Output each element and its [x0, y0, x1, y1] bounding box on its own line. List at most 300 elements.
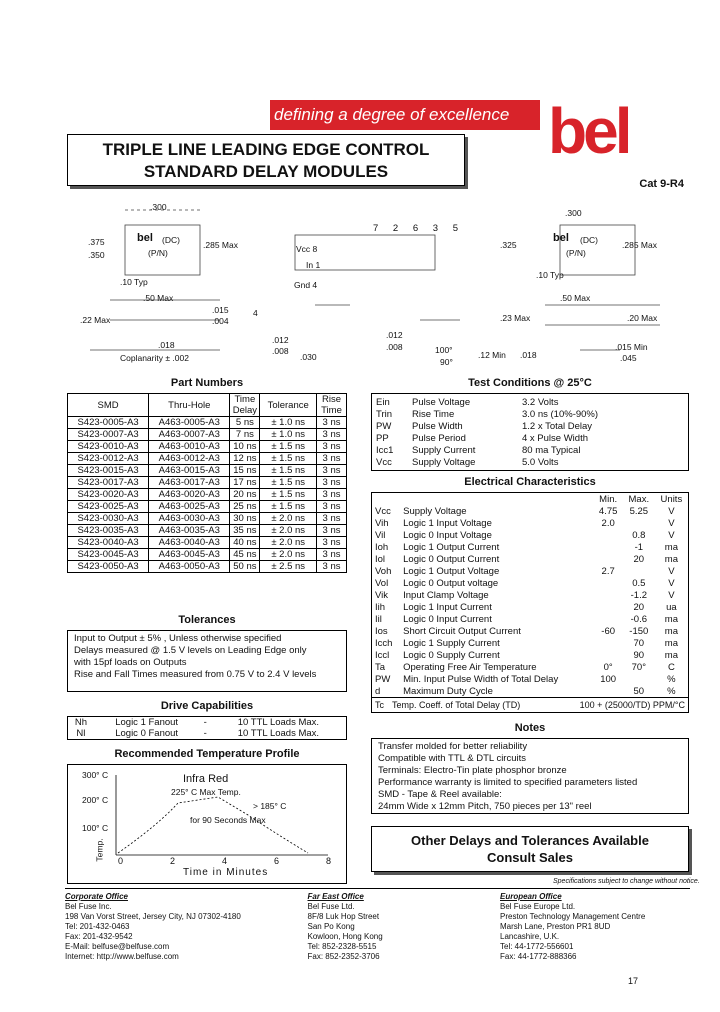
- dim-right-045: .045: [620, 353, 637, 363]
- note-line: Transfer molded for better reliability: [378, 741, 528, 752]
- ec-cell: [593, 553, 622, 565]
- dim-left-004: .004: [212, 316, 229, 326]
- pn-cell: 3 ns: [317, 441, 347, 453]
- temp-200: 200° C: [82, 795, 109, 805]
- far-east-office: [308, 892, 488, 962]
- pn-cell: ± 1.0 ns: [260, 429, 317, 441]
- table-row: [68, 429, 347, 441]
- ec-cell: Iih: [375, 601, 386, 613]
- tc-value: 100 + (25000/TD) PPM/°C: [579, 700, 685, 710]
- dim-right-300: .300: [565, 208, 582, 218]
- ec-cell: 0.5: [632, 577, 646, 589]
- drive-cell: Logic 0 Fanout: [115, 728, 179, 739]
- pn-cell: A463-0020-A3: [149, 489, 230, 501]
- dim-right-23: .23 Max: [500, 313, 531, 323]
- tc-cell: Pulse Period: [412, 432, 466, 444]
- promo-line-1: Other Delays and Tolerances Available: [411, 833, 649, 848]
- ec-cell: Logic 0 Output Current: [403, 553, 500, 565]
- ec-cell: Logic 1 Output Voltage: [403, 565, 500, 577]
- pn-cell: S423-0020-A3: [68, 489, 149, 501]
- table-row: [372, 577, 688, 589]
- table-row: [372, 517, 688, 529]
- table-row: [372, 565, 688, 577]
- temp-coeff-row: [372, 697, 688, 712]
- office-line: E-Mail: belfuse@belfuse.com: [65, 942, 170, 951]
- ec-cell: [593, 613, 622, 625]
- tagline: defining a degree of excellence: [274, 105, 510, 124]
- ec-cell: Vcc: [375, 505, 391, 517]
- ec-cell: [593, 685, 622, 697]
- ec-cell: Voh: [375, 565, 392, 577]
- dim-right-50: .50 Max: [560, 293, 591, 303]
- ec-cell: Iccl: [375, 649, 390, 661]
- pn-cell: 3 ns: [317, 513, 347, 525]
- pn-cell: ± 1.0 ns: [260, 417, 317, 429]
- temp-100: 100° C: [82, 823, 109, 833]
- pin-in: In 1: [306, 260, 321, 270]
- office-line: Fax: 201-432-9542: [65, 932, 133, 941]
- ec-cell: ma: [664, 553, 678, 565]
- left-dc: (DC): [162, 235, 180, 245]
- pn-cell: ± 2.0 ns: [260, 525, 317, 537]
- electrical-title: Electrical Characteristics: [464, 476, 596, 488]
- note-line: SMD - Tape & Reel available:: [378, 789, 502, 800]
- drive-table: [67, 716, 347, 740]
- drive-title: Drive Capabilities: [160, 700, 254, 712]
- tc-cell: 3.0 ns (10%-90%): [522, 408, 599, 420]
- pn-cell: ± 2.0 ns: [260, 549, 317, 561]
- pn-cell: 3 ns: [317, 489, 347, 501]
- tc-cell: Supply Current: [412, 444, 476, 456]
- ec-cell: Iil: [375, 613, 382, 625]
- table-row: [372, 408, 668, 420]
- right-dc: (DC): [580, 235, 598, 245]
- pn-header-cell: SMD: [68, 394, 149, 417]
- tc-cell: 1.2 x Total Delay: [522, 420, 593, 432]
- ec-cell: Icch: [375, 637, 393, 649]
- pn-cell: A463-0015-A3: [149, 465, 230, 477]
- dim-right-12: .12 Min: [478, 350, 506, 360]
- ec-cell: ma: [664, 625, 678, 637]
- pn-cell: A463-0017-A3: [149, 477, 230, 489]
- table-row: [68, 501, 347, 513]
- tc-cell: Supply Voltage: [412, 456, 476, 468]
- tc-cell: 3.2 Volts: [522, 396, 559, 408]
- office-line: Kowloon, Hong Kong: [307, 932, 383, 941]
- table-row: [372, 420, 668, 432]
- x-tick-label: 0: [118, 856, 124, 866]
- electrical-box: [371, 492, 689, 713]
- note-line: Terminals: Electro-Tin plate phosphor bronze: [378, 765, 567, 776]
- office-heading: European Office: [500, 892, 562, 901]
- table-row: [372, 613, 688, 625]
- ec-cell: 0.8: [632, 529, 646, 541]
- office-line: 8F/8 Luk Hop Street: [307, 912, 380, 921]
- pin-gnd: Gnd 4: [294, 280, 318, 290]
- drive-cell: -: [203, 728, 207, 739]
- pn-cell: S423-0050-A3: [68, 561, 149, 573]
- tc-cell: Pulse Voltage: [412, 396, 471, 408]
- pn-cell: A463-0012-A3: [149, 453, 230, 465]
- tc-cell: 5.0 Volts: [522, 456, 559, 468]
- pin-vcc: Vcc 8: [296, 244, 318, 254]
- x-tick-label: 4: [222, 856, 228, 866]
- x-tick-label: 6: [274, 856, 280, 866]
- bel-logo: bel: [548, 95, 629, 167]
- ec-cell: 20: [633, 601, 645, 613]
- ec-cell: 0°: [603, 661, 613, 673]
- tolerances-box: [67, 630, 347, 692]
- dim-right-10typ: .10 Typ: [536, 270, 564, 280]
- catalog-number: Cat 9-R4: [639, 178, 684, 190]
- dim-pin-012: .012: [272, 335, 289, 345]
- ec-cell: -1.2: [630, 589, 647, 601]
- dim-pin-012b: .012: [386, 330, 403, 340]
- ec-cell: Vil: [375, 529, 386, 541]
- ec-cell: [593, 601, 622, 613]
- dimension-drawings: [60, 195, 700, 370]
- ec-cell: -150: [629, 625, 649, 637]
- x-tick-label: 8: [326, 856, 332, 866]
- table-row: [68, 537, 347, 549]
- ec-cell: -60: [601, 625, 616, 637]
- office-line: Tel: 201-432-0463: [65, 922, 130, 931]
- table-row: [372, 396, 668, 408]
- table-row: [372, 529, 688, 541]
- ec-cell: 90: [633, 649, 645, 661]
- pn-cell: S423-0007-A3: [68, 429, 149, 441]
- dim-left-350: .350: [88, 250, 105, 260]
- table-row: [372, 432, 668, 444]
- table-row: [372, 625, 688, 637]
- ec-cell: [593, 529, 622, 541]
- ec-cell: 70: [633, 637, 645, 649]
- left-pn: (P/N): [148, 248, 168, 258]
- pn-cell: S423-0017-A3: [68, 477, 149, 489]
- pn-cell: ± 2.5 ns: [260, 561, 317, 573]
- pn-cell: 25 ns: [230, 501, 260, 513]
- ec-cell: Logic 0 Input Voltage: [403, 529, 492, 541]
- office-heading: Corporate Office: [65, 892, 128, 901]
- ec-cell: Vol: [375, 577, 389, 589]
- x-tick-label: 2: [170, 856, 176, 866]
- disclaimer: Specifications subject to change without notice.: [553, 878, 700, 885]
- temp-profile-title: Recommended Temperature Profile: [114, 748, 300, 760]
- pn-cell: 3 ns: [317, 429, 347, 441]
- table-row: [68, 441, 347, 453]
- dim-left-300: .300: [150, 202, 167, 212]
- title-line-2: STANDARD DELAY MODULES: [143, 162, 389, 181]
- x-axis-label: Time in Minutes: [183, 867, 269, 878]
- ec-cell: V: [668, 589, 675, 601]
- ec-cell: Vik: [375, 589, 389, 601]
- ec-cell: Logic 1 Output Current: [403, 541, 500, 553]
- ec-cell: [593, 541, 622, 553]
- pn-cell: S423-0030-A3: [68, 513, 149, 525]
- ec-cell: 70°: [631, 661, 646, 673]
- pn-cell: ± 2.0 ns: [260, 537, 317, 549]
- other-delays-box: [371, 826, 689, 872]
- pn-cell: 20 ns: [230, 489, 260, 501]
- pn-cell: A463-0040-A3: [149, 537, 230, 549]
- left-brand: bel: [137, 232, 153, 244]
- temp-profile-box: [67, 764, 347, 884]
- ec-cell: 4.75: [598, 505, 618, 517]
- pn-cell: 35 ns: [230, 525, 260, 537]
- office-line: Internet: http://www.belfuse.com: [65, 952, 179, 961]
- right-brand: bel: [553, 232, 569, 244]
- ec-cell: V: [668, 577, 675, 589]
- pn-cell: A463-0030-A3: [149, 513, 230, 525]
- ec-cell: Vih: [375, 517, 389, 529]
- corporate-office: [65, 892, 295, 962]
- pn-cell: A463-0045-A3: [149, 549, 230, 561]
- promo-line-2: Consult Sales: [487, 850, 573, 865]
- tc-description: Temp. Coeff. of Total Delay (TD): [392, 700, 521, 710]
- table-row: [372, 541, 688, 553]
- table-row: [68, 453, 347, 465]
- office-line: Fax: 44-1772-888366: [500, 952, 577, 961]
- table-row: [372, 601, 688, 613]
- ec-cell: Operating Free Air Temperature: [403, 661, 537, 673]
- ec-cell: -1: [634, 541, 644, 553]
- tolerance-line: Input to Output ± 5% , Unless otherwise specified: [74, 633, 282, 644]
- dim-left-22: .22 Max: [80, 315, 111, 325]
- pin-numbers: 7 2 6 3 5: [373, 223, 464, 234]
- office-line: Marsh Lane, Preston PR1 8UD: [500, 922, 611, 931]
- test-conditions-table: [372, 396, 668, 468]
- tc-cell: 80 ma Typical: [522, 444, 581, 456]
- ec-cell: -0.6: [630, 613, 647, 625]
- ec-cell: 20: [633, 553, 645, 565]
- part-numbers-table: [67, 393, 347, 573]
- drive-cell: Nl: [76, 728, 86, 739]
- col-units: Units: [660, 493, 683, 505]
- pn-cell: ± 1.5 ns: [260, 501, 317, 513]
- over-185: > 185° C: [253, 801, 287, 811]
- dim-left-018: .018: [158, 340, 175, 350]
- table-row: [372, 444, 668, 456]
- duration: for 90 Seconds Max: [190, 815, 266, 825]
- note-line: Performance warranty is limited to specified parameters listed: [378, 777, 638, 788]
- office-line: Lancashire, U.K.: [500, 932, 560, 941]
- ec-cell: Input Clamp Voltage: [403, 589, 489, 601]
- ec-cell: C: [667, 661, 675, 673]
- temp-axis-label: Temp.: [94, 838, 105, 862]
- dim-pin-4: 4: [253, 308, 258, 318]
- pn-cell: 50 ns: [230, 561, 260, 573]
- pn-cell: A463-0007-A3: [149, 429, 230, 441]
- table-row: [68, 417, 347, 429]
- office-line: Tel: 852-2328-5515: [307, 942, 377, 951]
- pn-cell: S423-0012-A3: [68, 453, 149, 465]
- coplanarity: Coplanarity ± .002: [120, 353, 189, 363]
- pn-cell: ± 1.5 ns: [260, 465, 317, 477]
- ec-cell: 50: [633, 685, 645, 697]
- table-row: [372, 649, 688, 661]
- pn-cell: 3 ns: [317, 501, 347, 513]
- temp-300: 300° C: [82, 770, 109, 780]
- infra-red: Infra Red: [183, 773, 229, 785]
- ec-cell: [593, 589, 622, 601]
- test-conditions-title: Test Conditions @ 25°C: [468, 377, 592, 389]
- table-row: [68, 549, 347, 561]
- dim-left-375: .375: [88, 237, 105, 247]
- table-row: [372, 553, 688, 565]
- ec-cell: Short Circuit Output Current: [403, 625, 521, 637]
- ec-cell: Maximum Duty Cycle: [403, 685, 493, 697]
- ec-cell: PW: [375, 673, 391, 685]
- col-min: Min.: [599, 493, 618, 505]
- ec-cell: [593, 637, 622, 649]
- ec-cell: Ioh: [375, 541, 389, 553]
- dim-pin-030: .030: [300, 352, 317, 362]
- table-row: [372, 505, 688, 517]
- pn-cell: 3 ns: [317, 549, 347, 561]
- table-row: [68, 489, 347, 501]
- pn-cell: ± 1.5 ns: [260, 489, 317, 501]
- dim-right-018: .018: [520, 350, 537, 360]
- table-row: [372, 685, 688, 697]
- table-row: [372, 589, 688, 601]
- pn-cell: ± 1.5 ns: [260, 441, 317, 453]
- table-row: [68, 465, 347, 477]
- ec-cell: %: [667, 685, 676, 697]
- ec-cell: ma: [664, 613, 678, 625]
- pn-cell: 3 ns: [317, 537, 347, 549]
- ec-cell: 2.0: [601, 517, 615, 529]
- ec-cell: Logic 1 Input Voltage: [403, 517, 492, 529]
- pn-cell: 30 ns: [230, 513, 260, 525]
- dim-left-50: .50 Max: [143, 293, 174, 303]
- ec-cell: Iol: [375, 553, 386, 565]
- pn-cell: 3 ns: [317, 525, 347, 537]
- dim-pin-008: .008: [272, 346, 289, 356]
- pn-cell: A463-0050-A3: [149, 561, 230, 573]
- office-line: Bel Fuse Ltd.: [307, 902, 355, 911]
- tc-cell: PP: [376, 432, 389, 444]
- pn-cell: 10 ns: [230, 441, 260, 453]
- tolerance-line: Rise and Fall Times measured from 0.75 V to 2.4 V levels: [74, 669, 317, 680]
- col-max: Max.: [628, 493, 650, 505]
- european-office: [500, 892, 690, 962]
- pn-cell: 45 ns: [230, 549, 260, 561]
- ec-cell: Logic 0 Supply Current: [403, 649, 500, 661]
- ec-cell: V: [668, 529, 675, 541]
- pn-cell: ± 1.5 ns: [260, 477, 317, 489]
- max-temp: 225° C Max Temp.: [171, 787, 241, 797]
- tc-cell: Vcc: [376, 456, 392, 468]
- test-conditions-box: [371, 393, 689, 471]
- tc-cell: Rise Time: [412, 408, 455, 420]
- table-row: [68, 525, 347, 537]
- tolerance-line: with 15pf loads on Outputs: [74, 657, 187, 668]
- dim-right-285: .285 Max: [622, 240, 657, 250]
- tc-symbol: Tc: [375, 700, 384, 710]
- dim-pin-90: 90°: [440, 357, 453, 367]
- pn-cell: 40 ns: [230, 537, 260, 549]
- pn-cell: A463-0005-A3: [149, 417, 230, 429]
- dim-left-10typ: .10 Typ: [120, 277, 148, 287]
- dim-left-285: .285 Max: [203, 240, 238, 250]
- tagline-banner: [270, 100, 540, 130]
- ec-cell: Ios: [375, 625, 388, 637]
- tc-cell: PW: [376, 420, 392, 432]
- office-line: Bel Fuse Europe Ltd.: [500, 902, 576, 911]
- pn-cell: S423-0025-A3: [68, 501, 149, 513]
- pn-cell: 3 ns: [317, 477, 347, 489]
- drive-cell: Nh: [74, 717, 87, 728]
- ec-cell: V: [668, 505, 675, 517]
- dim-left-015: .015: [212, 305, 229, 315]
- pn-cell: 3 ns: [317, 561, 347, 573]
- office-heading: Far East Office: [307, 892, 364, 901]
- tolerances-title: Tolerances: [178, 614, 236, 626]
- pn-cell: A463-0010-A3: [149, 441, 230, 453]
- notes-title: Notes: [514, 722, 546, 734]
- ec-cell: ma: [664, 541, 678, 553]
- ec-cell: [593, 649, 622, 661]
- pn-header-cell: Rise Time: [317, 394, 347, 417]
- table-row: [68, 728, 347, 740]
- dim-pin-008b: .008: [386, 342, 403, 352]
- table-row: [372, 637, 688, 649]
- pn-cell: A463-0035-A3: [149, 525, 230, 537]
- pn-cell: S423-0035-A3: [68, 525, 149, 537]
- ec-cell: V: [668, 565, 675, 577]
- right-pn: (P/N): [566, 248, 586, 258]
- ec-cell: Logic 0 Output voltage: [403, 577, 499, 589]
- tc-cell: 4 x Pulse Width: [522, 432, 588, 444]
- ec-cell: ma: [664, 649, 678, 661]
- drive-cell: 10 TTL Loads Max.: [237, 728, 320, 739]
- pn-cell: S423-0005-A3: [68, 417, 149, 429]
- table-row: [68, 717, 347, 729]
- ec-cell: [623, 565, 655, 577]
- pn-cell: S423-0015-A3: [68, 465, 149, 477]
- ec-cell: [623, 517, 655, 529]
- ec-cell: Logic 1 Input Current: [403, 601, 492, 613]
- pn-cell: A463-0025-A3: [149, 501, 230, 513]
- pn-header-cell: Thru-Hole: [149, 394, 230, 417]
- tolerance-line: Delays measured @ 1.5 V levels on Leading Edge only: [74, 645, 307, 656]
- ec-cell: 100: [600, 673, 617, 685]
- pn-cell: 12 ns: [230, 453, 260, 465]
- ec-cell: [593, 577, 622, 589]
- table-row: [372, 456, 668, 468]
- pn-cell: 3 ns: [317, 417, 347, 429]
- ec-cell: Min. Input Pulse Width of Total Delay: [403, 673, 559, 685]
- office-line: Preston Technology Management Centre: [500, 912, 646, 921]
- tc-cell: Pulse Width: [412, 420, 463, 432]
- pn-cell: S423-0010-A3: [68, 441, 149, 453]
- dim-pin-100: 100°: [435, 345, 453, 355]
- office-line: 198 Van Vorst Street, Jersey City, NJ 07302-4180: [65, 912, 241, 921]
- electrical-table: [372, 493, 688, 697]
- tc-cell: Icc1: [376, 444, 394, 456]
- office-line: San Po Kong: [307, 922, 355, 931]
- tc-cell: Trin: [376, 408, 393, 420]
- page-number: 17: [628, 976, 639, 986]
- pn-cell: 17 ns: [230, 477, 260, 489]
- pn-cell: 5 ns: [230, 417, 260, 429]
- pn-cell: 15 ns: [230, 465, 260, 477]
- ec-cell: Supply Voltage: [403, 505, 467, 517]
- ec-cell: d: [375, 685, 381, 697]
- pn-header-cell: Tolerance: [260, 394, 317, 417]
- table-row: [68, 561, 347, 573]
- part-numbers-header: [68, 394, 347, 417]
